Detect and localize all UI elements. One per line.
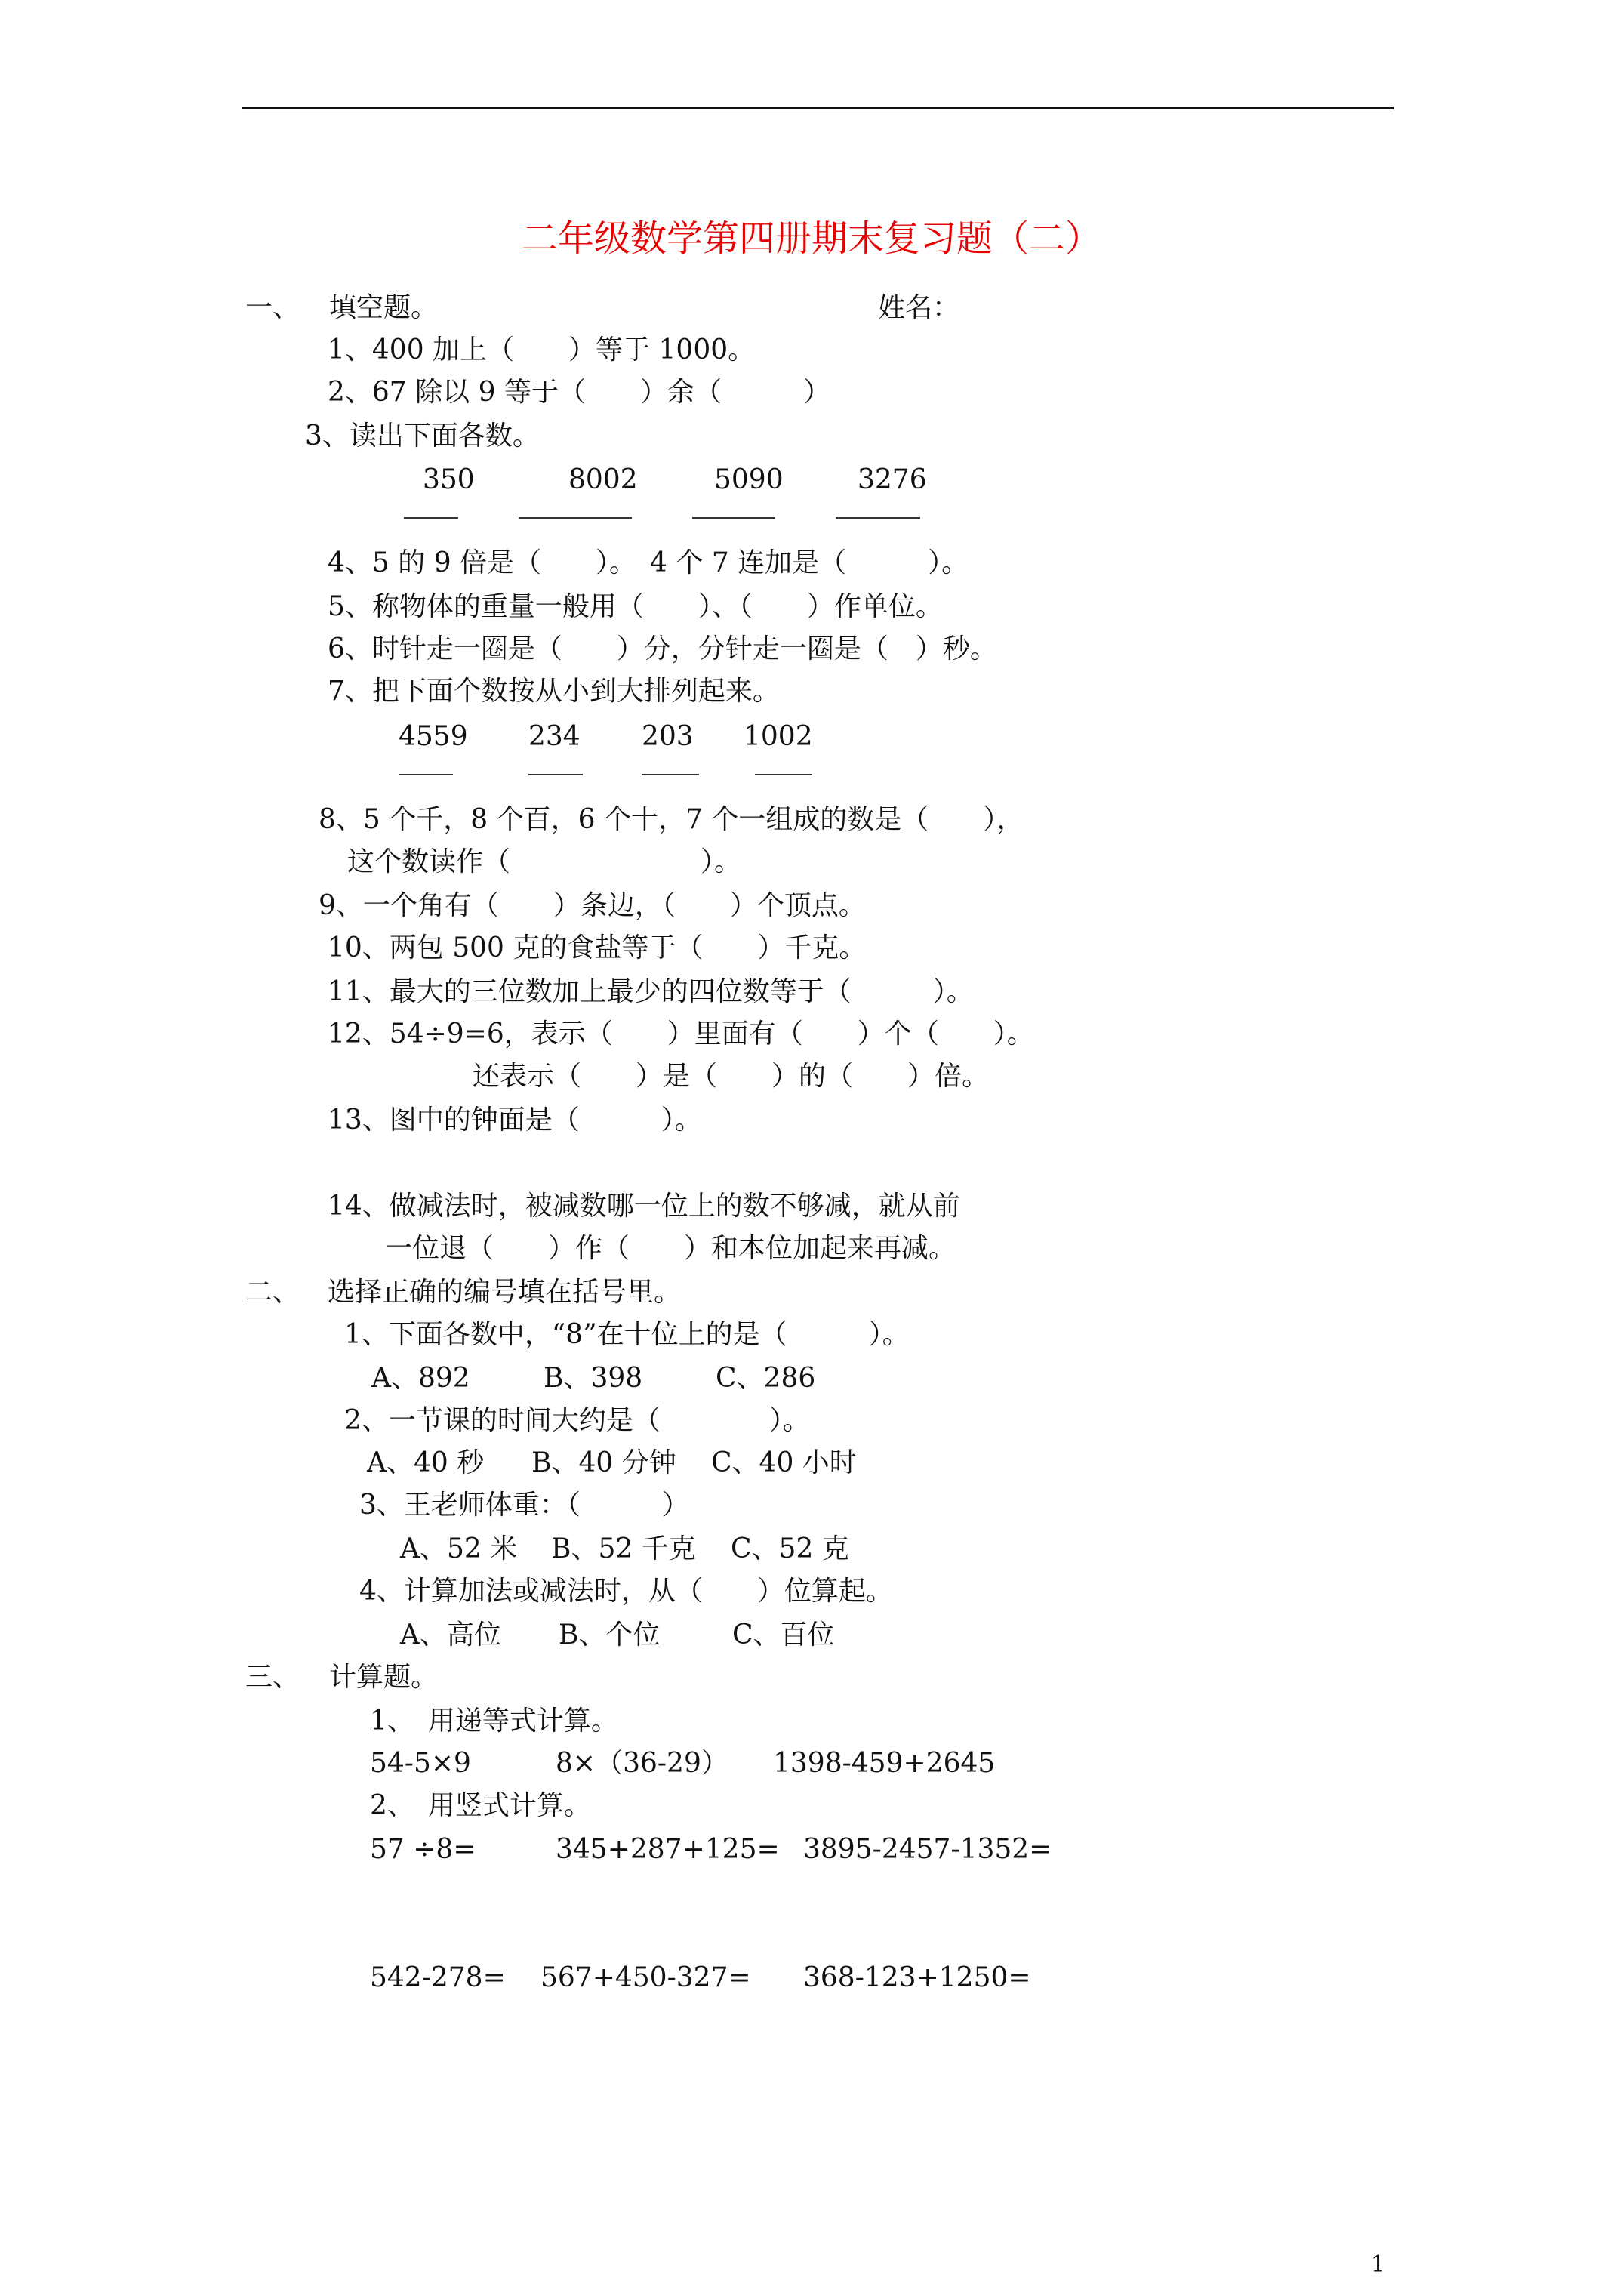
section3-number: 三、 [245,1662,300,1693]
calc-item: 1398-459+2645 [773,1748,996,1779]
option: C、40 小时 [711,1447,857,1478]
q1-12-cont: 还表示（ ）是（ ）的（ ）倍。 [473,1061,990,1092]
option: C、百位 [732,1620,835,1650]
q1-11: 11、最大的三位数加上最少的四位数等于（ ）。 [328,976,974,1007]
answer-blank [755,774,812,775]
calc-item: 542-278= [370,1962,506,1993]
answer-blank [836,517,920,519]
section1-number: 一、 [245,292,300,323]
page-number: 1 [1371,2251,1386,2278]
option: B、个位 [559,1620,661,1650]
section1-label: 填空题。 [329,292,439,323]
q7-number: 4559 [399,721,468,752]
q1-14-cont: 一位退（ ）作（ ）和本位加起来再减。 [385,1233,956,1264]
q3-number: 3276 [858,464,927,495]
q1-4: 4、5 的 9 倍是（ ）。 4 个 7 连加是（ ）。 [328,547,969,578]
q1-8-cont: 这个数读作（ ）。 [347,846,742,877]
q2-2: 2、一节课的时间大约是（ ）。 [344,1405,810,1436]
calc-item: 345+287+125= [556,1834,780,1865]
q3-number: 350 [423,464,475,495]
name-label: 姓名： [878,292,960,323]
q1-13: 13、图中的钟面是（ ）。 [328,1105,702,1136]
q1-3: 3、读出下面各数。 [305,421,540,451]
page-title: 二年级数学第四册期末复习题（二） [521,217,1101,260]
q2-1: 1、下面各数中，“8”在十位上的是（ ）。 [344,1319,910,1350]
option: B、52 千克 [551,1533,696,1564]
option: B、40 分钟 [531,1447,676,1478]
q1-7: 7、把下面个数按从小到大排列起来。 [328,676,780,707]
q1-1: 1、400 加上（ ）等于 1000。 [328,334,756,365]
q7-number: 1002 [744,721,813,752]
q3-number: 8002 [568,464,638,495]
q1-14: 14、做减法时，被减数哪一位上的数不够减，就从前 [328,1191,960,1222]
calc-item: 368-123+1250= [803,1962,1031,1993]
calc-item: 3895-2457-1352= [803,1834,1052,1865]
option: A、高位 [400,1620,501,1650]
q1-2: 2、67 除以 9 等于（ ）余（ ） [328,377,830,408]
q3-number: 5090 [714,464,784,495]
option: B、398 [544,1363,643,1394]
q7-number: 234 [528,721,581,752]
option: A、892 [371,1363,470,1394]
option: C、286 [716,1363,816,1394]
q1-6: 6、时针走一圈是（ ）分，分针走一圈是（ ）秒。 [328,633,997,664]
answer-blank [692,517,775,519]
calc-item: 54-5×9 [370,1748,471,1779]
calc-item: 8×（36-29） [556,1748,728,1779]
q2-3: 3、王老师体重：（ ） [359,1490,689,1521]
header-rule [242,107,1394,109]
q1-10: 10、两包 500 克的食盐等于（ ）千克。 [328,932,867,963]
answer-blank [519,517,632,519]
section3-sub1: 1、 用递等式计算。 [370,1706,618,1737]
section3-sub2: 2、 用竖式计算。 [370,1790,591,1821]
q2-4: 4、计算加法或减法时，从（ ）位算起。 [359,1576,893,1607]
section2-number: 二、 [245,1277,300,1308]
q1-5: 5、称物体的重量一般用（ ）、（ ）作单位。 [328,591,943,622]
calc-item: 57 ÷8= [370,1834,476,1865]
option: C、52 克 [731,1533,849,1564]
q1-12: 12、54÷9=6，表示（ ）里面有（ ）个（ ）。 [328,1019,1034,1049]
option: A、52 米 [400,1533,518,1564]
q7-number: 203 [642,721,694,752]
answer-blank [528,774,583,775]
answer-blank [404,517,458,519]
calc-item: 567+450-327= [540,1962,751,1993]
section3-label: 计算题。 [329,1662,439,1693]
q1-9: 9、一个角有（ ）条边，（ ）个顶点。 [319,890,866,921]
answer-blank [642,774,699,775]
answer-blank [399,774,453,775]
q1-8: 8、5 个千，8 个百，6 个十，7 个一组成的数是（ ）， [319,804,1024,835]
section2-label: 选择正确的编号填在括号里。 [328,1277,682,1308]
option: A、40 秒 [367,1447,485,1478]
